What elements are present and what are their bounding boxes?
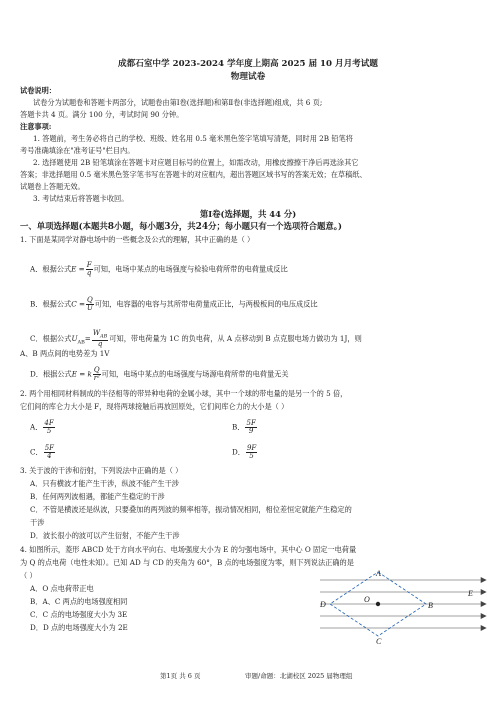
notes-heading: 注意事项: (20, 122, 52, 131)
q1-d-fraction: $\frac{Q}{\text{r²}}$ (93, 366, 100, 382)
section-instruction: 一、单项选择题(本题共8小题，每小题3分，共24分；每小题只有一个选项符合题意。) (20, 221, 342, 232)
note-2c: 试题卷上答题无效。 (20, 182, 85, 191)
q4-option-b: B．A、C 两点的电场强度相同 (30, 597, 128, 606)
q1-stem: 1. 下面是某同学对静电场中的一些概念及公式的理解，其中正确的是（ ） (20, 235, 255, 244)
q1-option-d: D．根据公式E = k $\frac{Q}{\text{r²}}$ 可知，电场中某点的电场强度与场源电荷所带的电荷量无关 (30, 366, 289, 382)
q4-option-d: D．D 点的电场强度大小为 2E (30, 623, 128, 632)
exam-title: 成都石室中学 2023-2024 学年度上期高 2025 届 10 月月考试题 (118, 59, 378, 69)
note-1b: 考号准确填涂在"准考证号"栏目内。 (20, 146, 135, 155)
footer-review: 审题/命题：北湖校区 2025 届物理组 (245, 672, 353, 680)
q4-option-c: C．C 点的电场强度大小为 3E (30, 610, 128, 619)
note-2a: 2. 选择题使用 2B 铅笔填涂在答题卡对应题目标号的位置上，如需改动，用橡皮擦擦干净后再选涂其它 (33, 158, 359, 167)
q4-stem-3: （ ） (20, 571, 37, 580)
q1-c-fraction: $\frac{W_{AB}}{q}$ (92, 329, 108, 349)
exam-subtitle: 物理试卷 (230, 72, 266, 82)
label-e: E (468, 589, 473, 598)
q2-stem-2: 它们间的库仑力大小是 F，现将两球接触后再放回原处，它们间库仑力的大小是（ ） (20, 402, 289, 411)
label-a: A (376, 569, 381, 578)
label-c: C (376, 637, 382, 646)
q4-option-a: A．O 点电荷带正电 (30, 584, 94, 593)
q3-option-c-cont: 干涉 (30, 518, 45, 527)
footer-page: 第1页 共 6 页 (160, 672, 201, 680)
q3-option-d: D．波长很小的波可以产生衍射，不能产生干涉 (30, 531, 180, 540)
q2-option-d: D． $\frac{9F}{5}$ (232, 444, 257, 460)
note-3: 3. 考试结束后将答题卡收回。 (33, 194, 129, 203)
q4-stem-2: 为 Q 的点电荷（电性未知）。已知 AD 与 CD 的夹角为 60°，B 点的电场强度为零，则下列说法正确的是 (20, 558, 354, 567)
label-d: D (320, 600, 326, 609)
q1-b-fraction: $\frac{Q}{U}$ (86, 296, 93, 312)
q1-option-a: A．根据公式E = $\frac{F}{q}$ 可知，电场中某点的电场强度与检验电荷所带的电荷量成反比 (30, 261, 288, 277)
q1-option-c-cont: A、B 两点间的电势差为 1V (20, 349, 110, 358)
q1-option-c: C．根据公式$U_{AB}=$ $\frac{W_{AB}}{q}$ 可知，带电荷量为 1C 的负电荷，从 A 点移动到 B 点克服电场力做功为 1J，则 (30, 329, 362, 349)
q4-stem-1: 4. 如图所示，菱形 ABCD 处于方向水平向右、电场强度大小为 E 的匀强电场中，其中心 O 固定一电荷量 (20, 545, 357, 554)
q2-option-b: B． $\frac{5F}{9}$ (232, 419, 256, 435)
q3-option-c: C．不管是横波还是纵波，只要叠加的两列波的频率相等，振动情况相同，相位差恒定就能产生稳定的 (30, 505, 352, 514)
q3-stem: 3. 关于波的干涉和衍射，下列说法中正确的是（ ） (20, 466, 183, 475)
q2-stem-1: 2. 两个用相同材料制成的半径相等的带异种电荷的金属小球，其中一个球的带电量的是另一个的 5 倍， (20, 389, 348, 398)
section-title: 第Ⅰ卷(选择题，共 44 分) (199, 209, 297, 219)
q4-rhombus-figure (318, 566, 488, 646)
q1-a-fraction: $\frac{F}{q}$ (86, 261, 92, 277)
instructions-line-2: 答题卡共 4 页。满分 100 分，考试时间 90 分钟。 (20, 110, 184, 119)
q2-option-c: C． $\frac{5F}{4}$ (30, 444, 54, 460)
label-o: O (364, 595, 370, 604)
note-1a: 1. 答题前，考生务必将自己的学校、班级、姓名用 0.5 毫米黑色签字笔填写清楚，同时用 2B 铅笔将 (33, 134, 353, 143)
q2-option-a: A． $\frac{4F}{5}$ (30, 419, 54, 435)
field-lines (320, 578, 486, 631)
center-charge (376, 602, 380, 606)
q3-option-b: B．任何两列波相遇，都能产生稳定的干涉 (30, 492, 165, 501)
label-b: B (428, 601, 433, 610)
q3-option-a: A．只有横波才能产生干涉，纵波不能产生干涉 (30, 479, 179, 488)
instructions-line-1: 试卷分为试题卷和答题卡两部分，试题卷由第Ⅰ卷(选择题)和第Ⅱ卷(非选择题)组成，共 6 页; (33, 98, 323, 107)
instructions-heading: 试卷说明： (20, 86, 56, 95)
q1-option-b: B．根据公式C = $\frac{Q}{U}$ 可知，电容器的电容与其所带电荷量成正比，与两极板间的电压成反比 (30, 296, 318, 312)
note-2b: 答案；非选择题用 0.5 毫米黑色签字笔书写在答题卡的对应框内，超出答题区域书写的答案无效；在草稿纸、 (20, 170, 367, 179)
